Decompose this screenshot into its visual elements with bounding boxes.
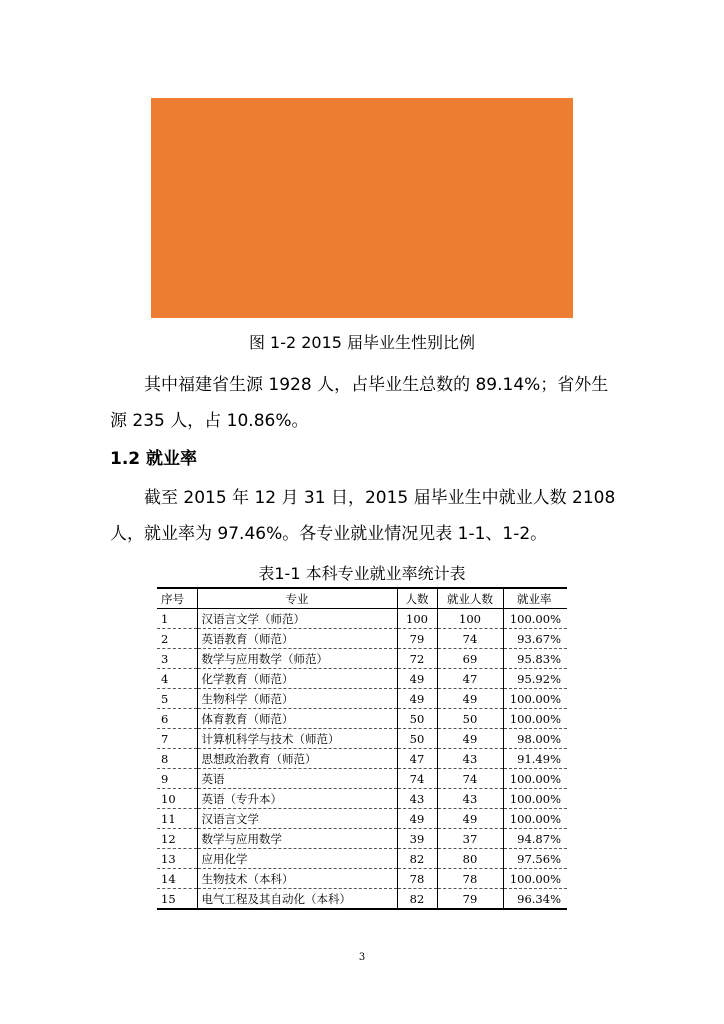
table-cell: 化学教育（师范） xyxy=(197,669,397,689)
table-cell: 78 xyxy=(397,869,437,889)
table-cell: 15 xyxy=(157,889,197,910)
table-cell: 49 xyxy=(437,809,503,829)
table-cell: 49 xyxy=(437,729,503,749)
table-cell: 78 xyxy=(437,869,503,889)
table-cell: 英语（专升本） xyxy=(197,789,397,809)
table-caption: 表1-1 本科专业就业率统计表 xyxy=(258,564,466,583)
table-cell: 100.00% xyxy=(503,869,567,889)
table-header-row xyxy=(157,588,567,609)
table-cell: 50 xyxy=(397,729,437,749)
paragraph-line: 人，就业率为 97.46%。各专业就业情况见表 1-1、1-2。 xyxy=(110,524,548,544)
table-row xyxy=(157,849,567,869)
table-cell: 47 xyxy=(437,669,503,689)
table-cell: 95.83% xyxy=(503,649,567,669)
table-row xyxy=(157,889,567,910)
table-cell: 49 xyxy=(397,689,437,709)
table-cell: 69 xyxy=(437,649,503,669)
table-cell: 2 xyxy=(157,629,197,649)
table-cell: 50 xyxy=(437,709,503,729)
table-cell: 79 xyxy=(397,629,437,649)
table-cell: 82 xyxy=(397,889,437,910)
header-cell: 就业人数 xyxy=(437,588,503,609)
gender-ratio-figure xyxy=(151,98,573,318)
table-cell: 12 xyxy=(157,829,197,849)
table-row xyxy=(157,789,567,809)
table-cell: 1 xyxy=(157,609,197,629)
header-cell: 人数 xyxy=(397,588,437,609)
table-cell: 96.34% xyxy=(503,889,567,910)
table-cell: 49 xyxy=(397,809,437,829)
table-cell: 37 xyxy=(437,829,503,849)
table-cell: 数学与应用数学 xyxy=(197,829,397,849)
table-cell: 4 xyxy=(157,669,197,689)
header-cell: 专业 xyxy=(197,588,397,609)
table-cell: 生物科学（师范） xyxy=(197,689,397,709)
employment-rate-table xyxy=(157,587,567,910)
table-cell: 94.87% xyxy=(503,829,567,849)
table-row xyxy=(157,869,567,889)
table-cell: 11 xyxy=(157,809,197,829)
table-cell: 100.00% xyxy=(503,769,567,789)
paragraph-line: 截至 2015 年 12 月 31 日，2015 届毕业生中就业人数 2108 xyxy=(144,488,616,508)
table-row xyxy=(157,769,567,789)
table-row xyxy=(157,729,567,749)
table-row xyxy=(157,689,567,709)
table-cell: 体育教育（师范） xyxy=(197,709,397,729)
table-cell: 7 xyxy=(157,729,197,749)
table-cell: 3 xyxy=(157,649,197,669)
table-row xyxy=(157,629,567,649)
table-cell: 10 xyxy=(157,789,197,809)
table-cell: 49 xyxy=(397,669,437,689)
table-cell: 47 xyxy=(397,749,437,769)
figure-caption: 图 1-2 2015 届毕业生性别比例 xyxy=(248,333,476,352)
table-cell: 43 xyxy=(397,789,437,809)
table-row xyxy=(157,709,567,729)
table-cell: 计算机科学与技术（师范） xyxy=(197,729,397,749)
table-row xyxy=(157,749,567,769)
table-cell: 100 xyxy=(437,609,503,629)
table-cell: 72 xyxy=(397,649,437,669)
table-cell: 98.00% xyxy=(503,729,567,749)
table-cell: 14 xyxy=(157,869,197,889)
table-cell: 100.00% xyxy=(503,689,567,709)
table-row xyxy=(157,649,567,669)
table-cell: 93.67% xyxy=(503,629,567,649)
table-cell: 9 xyxy=(157,769,197,789)
table-cell: 43 xyxy=(437,789,503,809)
table-cell: 91.49% xyxy=(503,749,567,769)
table-cell: 49 xyxy=(437,689,503,709)
table-cell: 生物技术（本科） xyxy=(197,869,397,889)
table-cell: 100 xyxy=(397,609,437,629)
header-cell: 序号 xyxy=(157,588,197,609)
table-cell: 8 xyxy=(157,749,197,769)
header-cell: 就业率 xyxy=(503,588,567,609)
table-cell: 英语 xyxy=(197,769,397,789)
table-cell: 80 xyxy=(437,849,503,869)
table-cell: 思想政治教育（师范） xyxy=(197,749,397,769)
table-cell: 100.00% xyxy=(503,789,567,809)
table-cell: 13 xyxy=(157,849,197,869)
table-cell: 汉语言文学（师范） xyxy=(197,609,397,629)
table-cell: 6 xyxy=(157,709,197,729)
table-cell: 电气工程及其自动化（本科） xyxy=(197,889,397,910)
table-row xyxy=(157,669,567,689)
table-cell: 应用化学 xyxy=(197,849,397,869)
table-cell: 50 xyxy=(397,709,437,729)
table-cell: 100.00% xyxy=(503,709,567,729)
table-row xyxy=(157,809,567,829)
table-cell: 汉语言文学 xyxy=(197,809,397,829)
section-heading: 1.2 就业率 xyxy=(110,449,198,469)
paragraph-line: 其中福建省生源 1928 人，占毕业生总数的 89.14%；省外生 xyxy=(144,375,609,395)
table-cell: 82 xyxy=(397,849,437,869)
table-cell: 79 xyxy=(437,889,503,910)
table-cell: 95.92% xyxy=(503,669,567,689)
page-number: 3 xyxy=(358,952,366,963)
table-cell: 5 xyxy=(157,689,197,709)
table-cell: 39 xyxy=(397,829,437,849)
table-cell: 43 xyxy=(437,749,503,769)
paragraph-line: 源 235 人，占 10.86%。 xyxy=(110,411,309,431)
table-row xyxy=(157,829,567,849)
table-cell: 数学与应用数学（师范） xyxy=(197,649,397,669)
table-cell: 74 xyxy=(437,769,503,789)
table-cell: 74 xyxy=(397,769,437,789)
table-row xyxy=(157,609,567,629)
table-cell: 100.00% xyxy=(503,809,567,829)
table-cell: 英语教育（师范） xyxy=(197,629,397,649)
table-cell: 100.00% xyxy=(503,609,567,629)
table-cell: 74 xyxy=(437,629,503,649)
table-cell: 97.56% xyxy=(503,849,567,869)
